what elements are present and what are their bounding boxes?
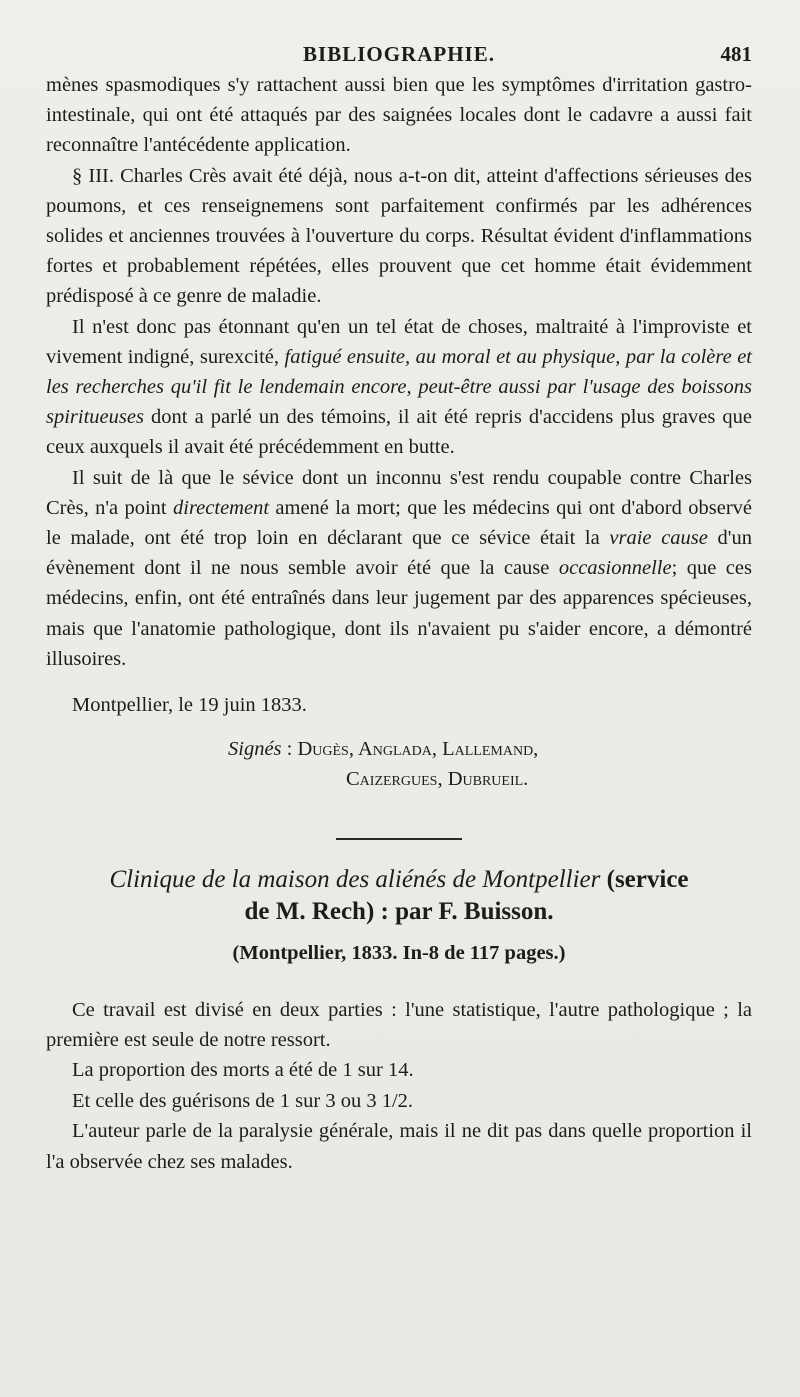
section-divider bbox=[336, 838, 462, 840]
paragraph-text: ; que ces médecins, enfin, ont été entraînés dans leur jugement par des apparences spécieuses, mais que l'anatomie pathologique, dont ils n'avaient pu s'aider encore, a démontré illusoires. bbox=[46, 557, 752, 670]
paragraph-text: Il n'est donc pas étonnant qu'en un tel état de choses, maltraité à l'improviste et vivement indigné, surexcité, bbox=[46, 315, 752, 368]
review-body bbox=[46, 995, 752, 1177]
review-line: La proportion des morts a été de 1 sur 14. bbox=[72, 1059, 414, 1082]
article-title-line2: de M. Rech) : par F. Buisson. bbox=[244, 898, 554, 926]
paragraph-conclusion bbox=[46, 312, 752, 463]
paragraph-verdict bbox=[46, 463, 752, 674]
page-header bbox=[46, 38, 752, 70]
review-line: Et celle des guérisons de 1 sur 3 ou 3 1/2. bbox=[72, 1089, 414, 1112]
signature-label: Signés bbox=[228, 738, 282, 761]
signature-line bbox=[46, 734, 752, 764]
review-paragraph: Ce travail est divisé en deux parties : l'une statistique, l'autre pathologique ; la première est seule de notre ressort. bbox=[46, 999, 752, 1052]
paragraph-text: d'un évènement dont il ne nous semble avoir été que la cause bbox=[46, 527, 752, 580]
review-paragraph: L'auteur parle de la paralysie générale, mais il ne dit pas dans quelle proportion il l'a observée chez ses malades. bbox=[46, 1120, 752, 1173]
date-line: Montpellier, le 19 juin 1833. bbox=[72, 694, 307, 717]
paragraph-continuation: mènes spasmodiques s'y rattachent aussi bien que les symptômes d'irritation gastro-intestinale, qui ont été attaqués par des saignées locales dont le cadavre a aussi fait reconnaître l'antécédente application. bbox=[46, 74, 752, 157]
italic-word: occasionnelle bbox=[558, 557, 672, 580]
paragraph-section-iii: § III. Charles Crès avait été déjà, nous a-t-on dit, atteint d'affections sérieuses des poumons, et ces renseignemens sont parfaitement confirmés par les adhérences solides et anciennes trouvées à l'ouverture du corps. Résultat évident d'inflammations fortes et probablement répétées, elles prouvent que cet homme était évidemment prédisposé à ce genre de maladie. bbox=[46, 164, 752, 308]
publication-info: (Montpellier, 1833. In-8 de 117 pages.) bbox=[232, 942, 566, 965]
page-number: 481 bbox=[720, 42, 752, 66]
article-title-rest: (service bbox=[600, 866, 689, 894]
paragraph-text: amené la mort; que les médecins qui ont d'abord observé le malade, ont été trop loin en déclarant que ce sévice était la bbox=[46, 496, 753, 550]
paragraph-text: Il suit de là que le sévice dont un inconnu s'est rendu coupable contre Charles Crès, n'a point bbox=[46, 466, 752, 519]
signature-names: Caizergues, Dubrueil. bbox=[346, 768, 529, 791]
running-title: BIBLIOGRAPHIE. bbox=[303, 42, 495, 66]
signature-block bbox=[46, 734, 752, 794]
paragraph-text: dont a parlé un des témoins, il ait été repris d'accidens plus graves que ceux auxquels il avait été précédemment en butte. bbox=[46, 406, 752, 459]
italic-phrase: fatigué ensuite, au moral et au physique, par la colère et les recherches qu'il fit le lendemain encore, peut-être aussi par l'usage des boissons spiritueuses bbox=[46, 345, 752, 429]
italic-word: directement bbox=[173, 496, 270, 519]
signature-names: : Dugès, Anglada, Lallemand, bbox=[286, 738, 539, 761]
article-title-italic: Clinique de la maison des aliénés de Montpellier bbox=[109, 866, 601, 894]
article-title bbox=[46, 864, 752, 928]
italic-word: vraie cause bbox=[609, 527, 708, 550]
